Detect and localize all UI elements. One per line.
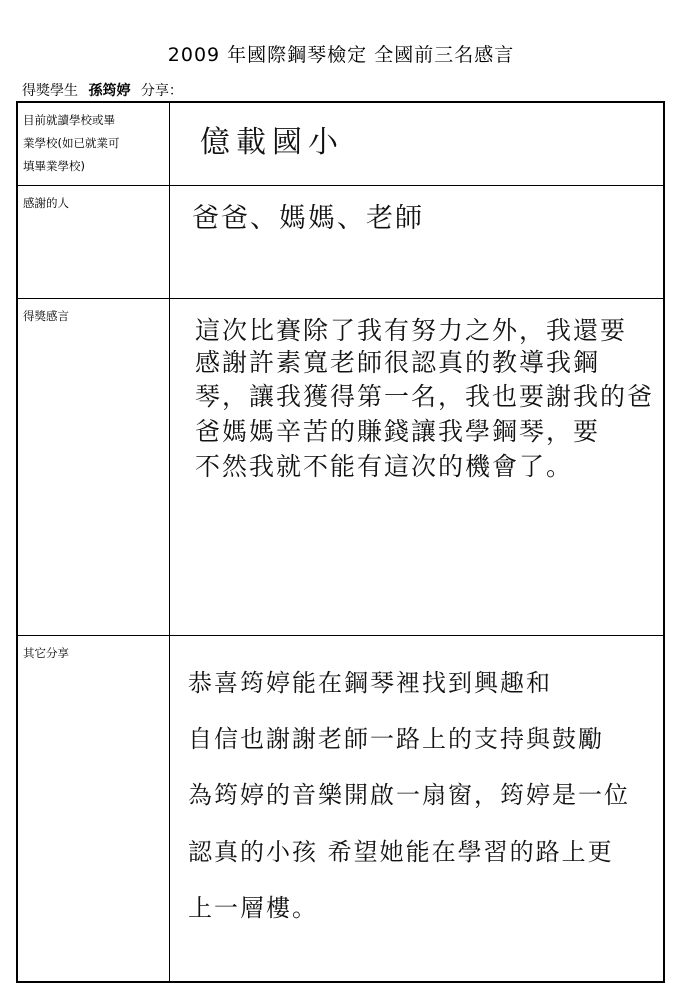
other-label: 其它分享 <box>18 636 170 981</box>
other-line: 為筠婷的音樂開啟一扇窗，筠婷是一位 <box>188 781 630 809</box>
thanks-row <box>18 186 663 299</box>
student-name: 孫筠婷 <box>88 83 131 99</box>
speech-line: 不然我就不能有這次的機會了。 <box>195 452 574 481</box>
school-value-cell <box>170 103 663 185</box>
school-label <box>18 103 170 185</box>
thanks-value: 爸爸、媽媽、老師 <box>192 203 424 234</box>
speech-line: 感謝許素寬老師很認真的教導我鋼 <box>195 348 601 377</box>
page-title: 2009 年國際鋼琴檢定 全國前三名感言 <box>167 44 515 66</box>
other-value-cell <box>170 636 663 981</box>
speech-value-cell <box>170 299 663 635</box>
school-label-line: 目前就讀學校或畢 <box>23 113 115 127</box>
school-value: 億載國小 <box>200 125 344 160</box>
student-line <box>22 80 183 100</box>
form-table <box>16 101 665 983</box>
speech-label: 得獎感言 <box>18 299 170 635</box>
other-line: 恭喜筠婷能在鋼琴裡找到興趣和 <box>188 669 552 697</box>
student-prefix: 得獎學生 <box>22 83 78 99</box>
other-line: 上一層樓。 <box>188 894 318 922</box>
speech-line: 琴，讓我獲得第一名，我也要謝我的爸 <box>195 382 655 411</box>
other-row <box>18 636 663 981</box>
student-suffix: 分享： <box>140 83 183 99</box>
other-line: 自信也謝謝老師一路上的支持與鼓勵 <box>188 725 604 753</box>
speech-row <box>18 299 663 636</box>
school-row <box>18 103 663 186</box>
speech-line: 這次比賽除了我有努力之外，我還要 <box>195 316 628 345</box>
school-label-line: 填畢業學校) <box>23 159 85 173</box>
speech-line: 爸媽媽辛苦的賺錢讓我學鋼琴，要 <box>195 417 601 446</box>
thanks-label: 感謝的人 <box>18 186 170 298</box>
thanks-value-cell <box>170 186 663 298</box>
school-label-line: 業學校(如已就業可 <box>23 136 120 150</box>
other-line: 認真的小孩 希望她能在學習的路上更 <box>188 838 614 866</box>
